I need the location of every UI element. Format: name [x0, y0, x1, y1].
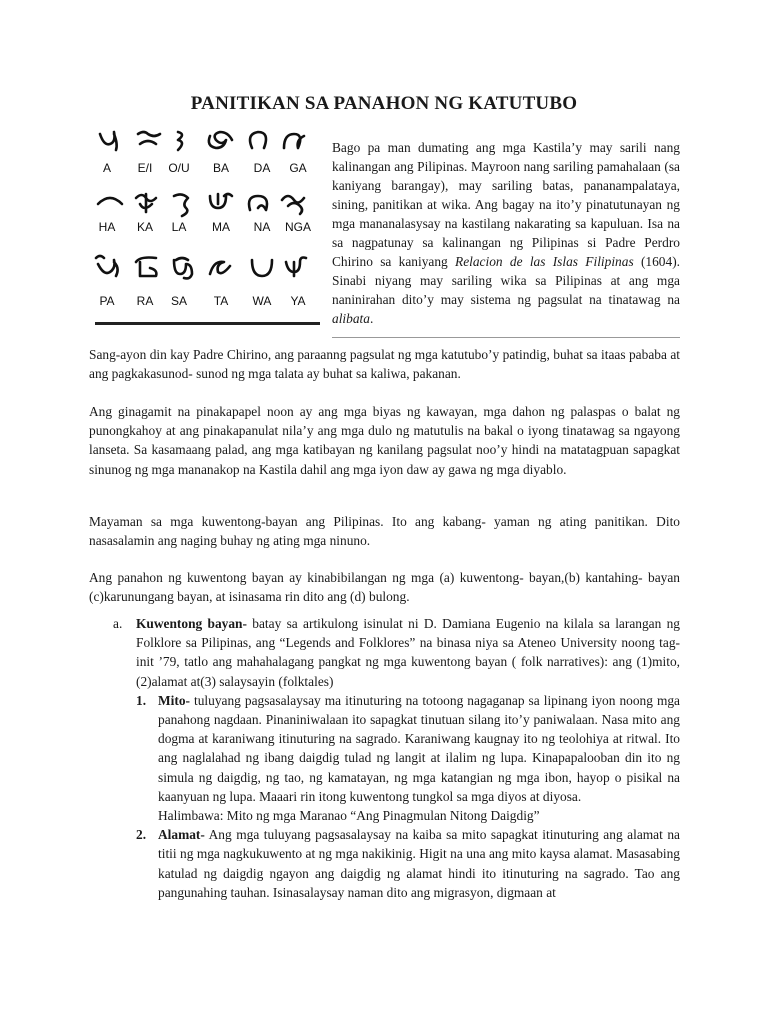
script-name: alibata	[332, 311, 370, 326]
item-1-text: tuluyang pagsasalaysay ma itinuturing na totoong nagaganap sa lipinang iyon noong mga panahong nagdaan. Pinaniniwalaan ito sapagkat tinutuan silang ito’y paniwalaan. Nasa mito ang dogma at karaniwang itinuturing na sagrado. Karaniwang kaugnay ito ng teolohiya at ritwal. Ito ang naglalahad ng ibang daigdig tulad ng langit at ilalim ng lupa. Kinapapalooban din ito ng simula ng daigdig, ng tao, ng kamatayan, ng mga katangian ng mga ibon, hayop o pisikal na kaanyuan ng lupa. Maaari rin itong kuwentong tungkol sa mga diyos at diyosa.	[158, 692, 680, 804]
term-kuwentong-bayan: Kuwentong bayan-	[136, 616, 247, 631]
glyph-a	[100, 132, 117, 150]
intro-text-before: Bago pa man dumating ang mga Kastila’y may sarili nang kalinangan ang Pilipinas. Mayroon nang sariling pamahalaan (sa kaniyang barangay), may sariling batas, pananampalataya, sining, panitikan at wika. Ang bagay na ito’y pinatutunayan ng mga mananalasysay na kastilang nakarating sa kapuluan. Isa na sa nagpatunay sa kalinangan ng Pilipinas si Padre Perdro Chirino sa kaniyang	[332, 140, 680, 269]
baybayin-label: NGA	[284, 220, 311, 234]
page-title: PANITIKAN SA PANAHON NG KATUTUBO	[190, 93, 578, 114]
chart-underline	[95, 322, 320, 325]
list-marker-a: a.	[113, 616, 123, 631]
glyph-e-i	[138, 132, 160, 144]
paragraph-folklore: Mayaman sa mga kuwentong-bayan ang Pilipinas. Ito ang kabang- yaman ng ating panitikan. Dito nasasalamin ang naging buhay ng ating mga ninuno.	[89, 514, 680, 549]
baybayin-label: RA	[136, 294, 154, 308]
paragraph-periods: Ang panahon ng kuwentong bayan ay kinabibilangan ng mga (a) kuwentong- bayan,(b) kantahing- bayan (c)karunungang bayan, at isinasama rin dito ang (d) bulong.	[89, 570, 680, 605]
item-2-text: Ang mga tuluyang pagsasalaysay na kaiba sa mito sapagkat itinuturing ang alamat na titii ng mga nagkukuwento at ng mga nakikinig. Higit na una ang mito kaysa alamat. Masasabing katulad ng daigdig ngayon ang daigdig ng alamat hindi ito itinuturing na sagrado. Tao ang pangunahing tauhan. Isinasalaysay naman dito ang migrasyon, digmaan at	[158, 827, 680, 900]
glyph-o-u	[178, 132, 182, 150]
glyph-ba	[209, 132, 232, 148]
list-marker-1: 1.	[136, 692, 147, 708]
glyph-ka	[136, 194, 156, 212]
list-item-mito	[136, 691, 680, 825]
glyph-ra	[136, 258, 156, 277]
book-title: Relacion de las Islas Filipinas	[455, 254, 634, 269]
baybayin-label: SA	[170, 294, 187, 308]
list-item-alamat	[136, 825, 680, 902]
baybayin-label: LA	[171, 220, 187, 234]
paragraph-materials: Ang ginagamit na pinakapapel noon ay ang mga biyas ng kawayan, mga dahon ng palaspas o balat ng punongkahoy at ang pinakapanulat nila’y ang mga dulo ng matutulis na bakal o iyong tinatawag sa ngayong lanseta. Sa kasamaang palad, ang mga katibayan ng kanilang pagsulat noo’y hindi na matatagpuan sapagkat sinunog ng mga mananakop na Kastila dahil ang mga iyon daw ay gawa ng mga diyablo.	[89, 404, 680, 477]
intro-text-end: .	[369, 311, 374, 326]
glyph-da	[250, 132, 266, 148]
baybayin-label: TA	[213, 294, 229, 308]
glyph-sa	[174, 258, 192, 279]
baybayin-label: WA	[252, 294, 272, 308]
glyph-na	[249, 196, 267, 210]
intro-divider	[332, 337, 680, 338]
outline-list	[89, 614, 680, 902]
term-mito: Mito-	[158, 692, 190, 708]
baybayin-label: DA	[253, 161, 271, 175]
glyph-wa	[252, 260, 272, 276]
baybayin-label: BA	[212, 161, 229, 175]
glyph-ma	[210, 194, 232, 208]
intro-paragraph	[332, 138, 680, 328]
glyph-nga	[282, 196, 304, 214]
intro-text-middle: (1604). Sinabi niyang may sariling wika sa Pilipinas at ang mga naninirahan dito’y may sistema ng pagsulat na tinatawag na	[332, 254, 681, 307]
baybayin-label: NA	[253, 220, 271, 234]
baybayin-label: KA	[136, 220, 153, 234]
baybayin-label: GA	[289, 161, 307, 175]
baybayin-label: YA	[290, 294, 306, 308]
item-a-text: batay sa artikulong isinulat ni D. Damiana Eugenio na kilala sa larangan ng Folklore sa Pilipinas, ang “Legends and Folklores” na binasa niya sa Ateneo University noong tag-init ’79, tatlo ang mahahalagang pangkat ng mga kuwentong bayan ( folk narratives): ang (1)mito, (2)alamat at(3) salaysayin (folktales)	[136, 616, 680, 689]
glyph-ta	[210, 262, 230, 274]
baybayin-label: HA	[98, 220, 116, 234]
paragraph-chirino: Sang-ayon din kay Padre Chirino, ang paraanng pagsulat ng mga katutubo’y patindig, buhat sa itaas pababa at ang pagkakasunod- sunod ng mga talata ay buhat sa kaliwa, pakanan.	[89, 347, 680, 382]
baybayin-label: MA	[212, 220, 230, 234]
mito-example: Halimbawa: Mito ng mga Maranao “Ang Pinagmulan Nitong Daigdig”	[158, 808, 540, 824]
baybayin-label: A	[102, 161, 111, 175]
glyph-la	[174, 194, 188, 216]
glyph-pa	[96, 256, 118, 276]
glyph-ga	[284, 134, 304, 148]
list-item-kuwentong-bayan	[136, 614, 680, 691]
baybayin-label: E/I	[137, 161, 153, 175]
baybayin-chart	[92, 128, 322, 328]
baybayin-label: PA	[99, 294, 115, 308]
baybayin-label: O/U	[168, 161, 190, 175]
glyph-ha	[98, 198, 122, 204]
glyph-ya	[286, 258, 306, 277]
term-alamat: Alamat-	[158, 827, 205, 843]
list-marker-2: 2.	[136, 827, 147, 843]
